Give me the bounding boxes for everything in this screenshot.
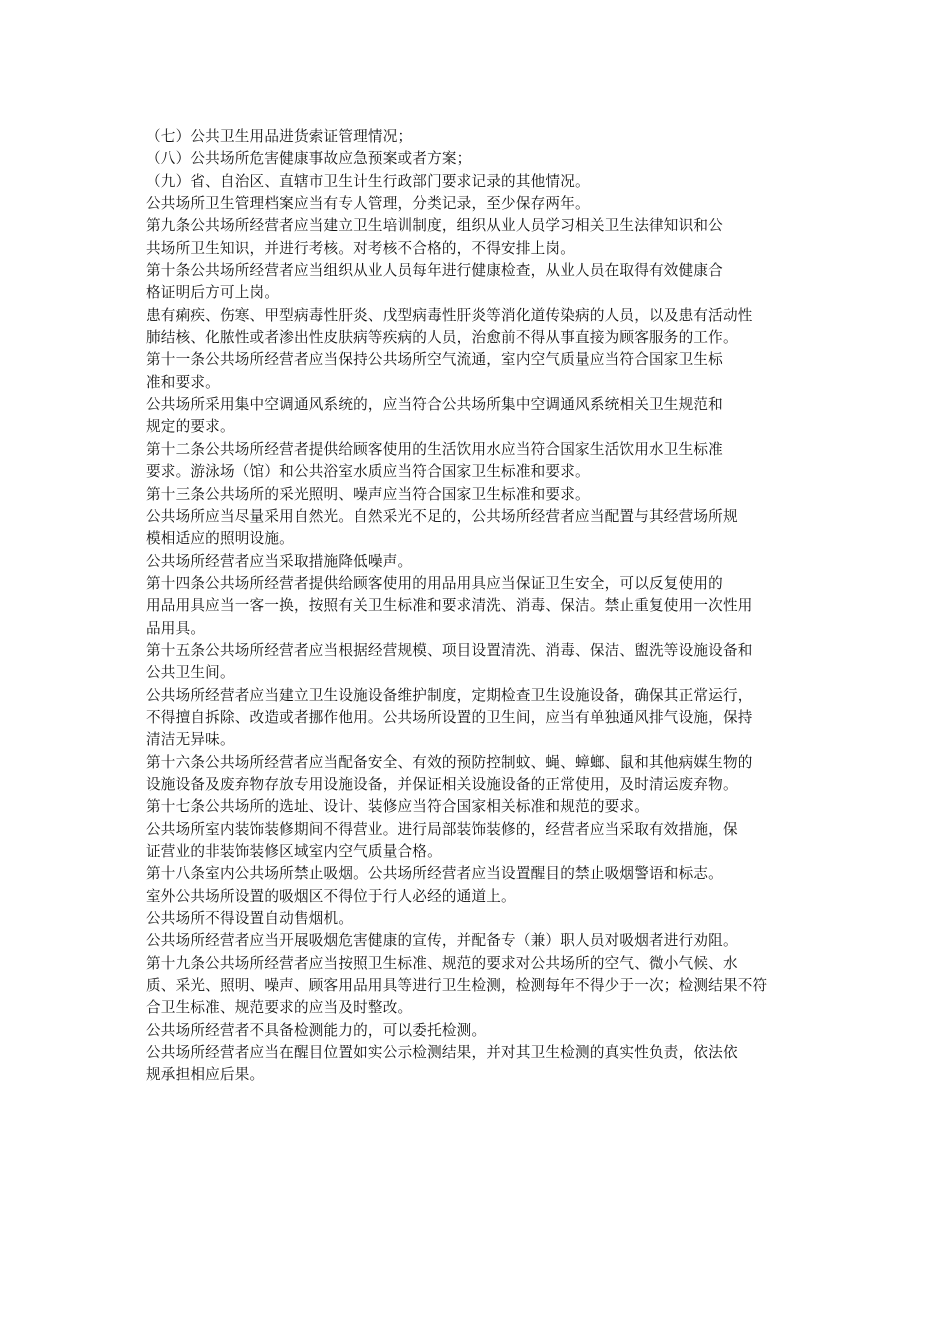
text-line: 第十六条公共场所经营者应当配备安全、有效的预防控制蚊、蝇、蟑螂、鼠和其他病媒生物的: [146, 753, 753, 771]
text-line: 不得擅自拆除、改造或者挪作他用。公共场所设置的卫生间，应当有单独通风排气设施，保持: [146, 708, 753, 726]
text-line: 公共场所室内装饰装修期间不得营业。进行局部装饰装修的，经营者应当采取有效措施，保: [146, 820, 738, 838]
text-line: 公共场所经营者应当建立卫生设施设备维护制度，定期检查卫生设施设备，确保其正常运行，: [146, 686, 753, 704]
text-line: 第十五条公共场所经营者应当根据经营规模、项目设置清洗、消毒、保洁、盥洗等设施设备和: [146, 641, 753, 659]
document-body: [146, 126, 816, 1087]
text-line: 公共场所卫生管理档案应当有专人管理，分类记录，至少保存两年。: [146, 195, 590, 213]
text-line: 肺结核、化脓性或者渗出性皮肤病等疾病的人员，治愈前不得从事直接为顾客服务的工作。: [146, 329, 738, 347]
text-line: 格证明后方可上岗。: [146, 284, 280, 302]
text-line: 第十条公共场所经营者应当组织从业人员每年进行健康检查，从业人员在取得有效健康合: [146, 262, 723, 280]
text-line: 规定的要求。: [146, 418, 235, 436]
text-line: 清洁无异味。: [146, 731, 235, 749]
text-line: 合卫生标准、规范要求的应当及时整改。: [146, 999, 413, 1017]
text-line: 品用具。: [146, 619, 206, 637]
text-line: 第十四条公共场所经营者提供给顾客使用的用品用具应当保证卫生安全，可以反复使用的: [146, 574, 723, 592]
text-line: （九）省、自治区、直辖市卫生计生行政部门要求记录的其他情况。: [146, 172, 590, 190]
text-line: 共场所卫生知识，并进行考核。对考核不合格的，不得安排上岗。: [146, 239, 576, 257]
text-line: 第十三条公共场所的采光照明、噪声应当符合国家卫生标准和要求。: [146, 485, 590, 503]
text-line: 公共场所采用集中空调通风系统的，应当符合公共场所集中空调通风系统相关卫生规范和: [146, 396, 723, 414]
text-line: 模相适应的照明设施。: [146, 530, 294, 548]
text-line: 质、采光、照明、噪声、顾客用品用具等进行卫生检测，检测每年不得少于一次；检测结果不符: [146, 977, 768, 995]
text-line: 第十七条公共场所的选址、设计、装修应当符合国家相关标准和规范的要求。: [146, 798, 649, 816]
text-line: 公共场所经营者应当开展吸烟危害健康的宣传，并配备专（兼）职人员对吸烟者进行劝阻。: [146, 932, 738, 950]
text-line: （八）公共场所危害健康事故应急预案或者方案；: [146, 150, 472, 168]
text-line: 第十一条公共场所经营者应当保持公共场所空气流通，室内空气质量应当符合国家卫生标: [146, 351, 723, 369]
text-line: 公共场所不得设置自动售烟机。: [146, 910, 354, 928]
text-line: 第十二条公共场所经营者提供给顾客使用的生活饮用水应当符合国家生活饮用水卫生标准: [146, 440, 723, 458]
text-line: 证营业的非装饰装修区域室内空气质量合格。: [146, 843, 442, 860]
text-line: 设施设备及废弃物存放专用设施设备，并保证相关设施设备的正常使用，及时清运废弃物。: [146, 775, 738, 793]
text-line: 室外公共场所设置的吸烟区不得位于行人必经的通道上。: [146, 887, 516, 905]
text-line: 第十九条公共场所经营者应当按照卫生标准、规范的要求对公共场所的空气、微小气候、水: [146, 954, 738, 972]
text-line: 规承担相应后果。: [146, 1066, 265, 1084]
text-line: 公共场所经营者应当采取措施降低噪声。: [146, 552, 413, 570]
text-line: 公共场所应当尽量采用自然光。自然采光不足的，公共场所经营者应当配置与其经营场所规: [146, 507, 738, 525]
text-line: 准和要求。: [146, 373, 220, 391]
text-line: 公共卫生间。: [146, 664, 235, 682]
text-line: 第九条公共场所经营者应当建立卫生培训制度，组织从业人员学习相关卫生法律知识和公: [146, 217, 723, 235]
text-line: （七）公共卫生用品进货索证管理情况；: [146, 128, 413, 145]
text-line: 公共场所经营者不具备检测能力的，可以委托检测。: [146, 1021, 487, 1039]
text-line: 用品用具应当一客一换，按照有关卫生标准和要求清洗、消毒、保洁。禁止重复使用一次性用: [146, 597, 753, 615]
text-line: 公共场所经营者应当在醒目位置如实公示检测结果，并对其卫生检测的真实性负责，依法依: [146, 1044, 738, 1062]
text-line: 要求。游泳场（馆）和公共浴室水质应当符合国家卫生标准和要求。: [146, 463, 590, 481]
text-line: 第十八条室内公共场所禁止吸烟。公共场所经营者应当设置醒目的禁止吸烟警语和标志。: [146, 865, 723, 883]
text-line: 患有痢疾、伤寒、甲型病毒性肝炎、戊型病毒性肝炎等消化道传染病的人员，以及患有活动性: [146, 306, 753, 324]
